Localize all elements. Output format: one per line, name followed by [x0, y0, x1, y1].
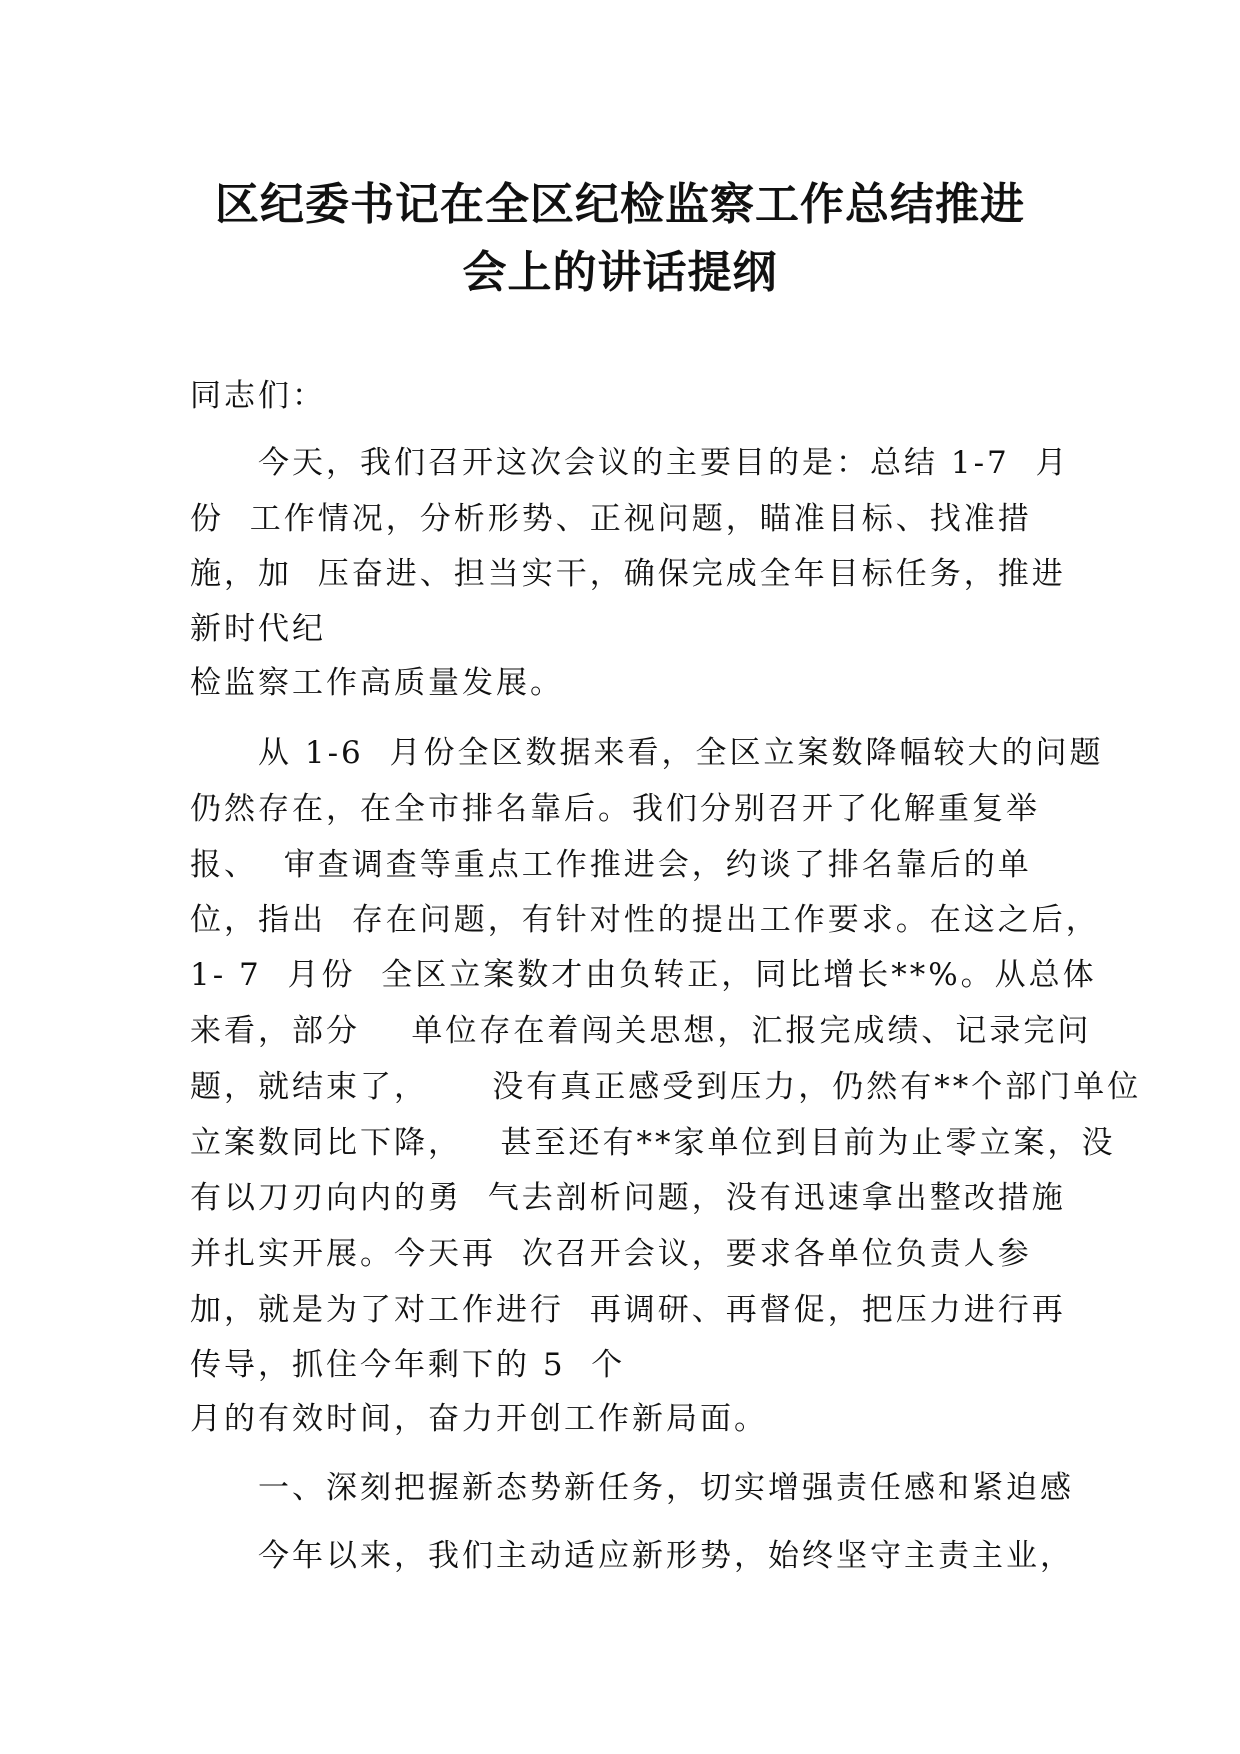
paragraph-line: 今天，我们召开这次会议的主要目的是：总结 1-7 月 — [258, 445, 1070, 481]
paragraph-line: 今年以来，我们主动适应新形势，始终坚守主责主业， — [258, 1538, 1074, 1574]
paragraph-line: 并扎实开展。今天再 次召开会议，要求各单位负责人参 — [190, 1236, 1032, 1272]
paragraph-line: 1- 7 月份 全区立案数才由负转正，同比增长**%。从总体 — [190, 957, 1097, 993]
paragraph-line: 立案数同比下降， 甚至还有**家单位到目前为止零立案，没 — [190, 1125, 1116, 1161]
document-title-line-2: 会上的讲话提纲 — [462, 247, 778, 298]
paragraph-line: 新时代纪 — [190, 611, 326, 647]
paragraph-line: 从 1-6 月份全区数据来看，全区立案数降幅较大的问题 — [258, 735, 1104, 771]
paragraph-line: 传导，抓住今年剩下的 5 个 — [190, 1347, 626, 1383]
paragraph-line: 施，加 压奋进、担当实干，确保完成全年目标任务，推进 — [190, 556, 1066, 592]
salutation: 同志们： — [190, 378, 326, 414]
paragraph-line: 题，就结束了， 没有真正感受到压力，仍然有**个部门单位 — [190, 1069, 1142, 1105]
paragraph-line: 份 工作情况，分析形势、正视问题，瞄准目标、找准措 — [190, 501, 1032, 537]
paragraph-line: 月的有效时间，奋力开创工作新局面。 — [190, 1401, 768, 1437]
document-title-line-1: 区纪委书记在全区纪检监察工作总结推进 — [215, 179, 1025, 230]
section-heading: 一、深刻把握新态势新任务，切实增强责任感和紧迫感 — [258, 1470, 1074, 1506]
paragraph-line: 有以刀刃向内的勇 气去剖析问题，没有迅速拿出整改措施 — [190, 1180, 1066, 1216]
paragraph-line: 报、 审查调查等重点工作推进会，约谈了排名靠后的单 — [190, 847, 1032, 883]
paragraph-line: 位，指出 存在问题，有针对性的提出工作要求。在这之后， — [190, 902, 1100, 938]
paragraph-line: 来看，部分 单位存在着闯关思想，汇报完成绩、记录完问 — [190, 1013, 1092, 1049]
paragraph-line: 加，就是为了对工作进行 再调研、再督促，把压力进行再 — [190, 1292, 1066, 1328]
paragraph-line: 仍然存在，在全市排名靠后。我们分别召开了化解重复举 — [190, 791, 1040, 827]
paragraph-line: 检监察工作高质量发展。 — [190, 665, 564, 701]
